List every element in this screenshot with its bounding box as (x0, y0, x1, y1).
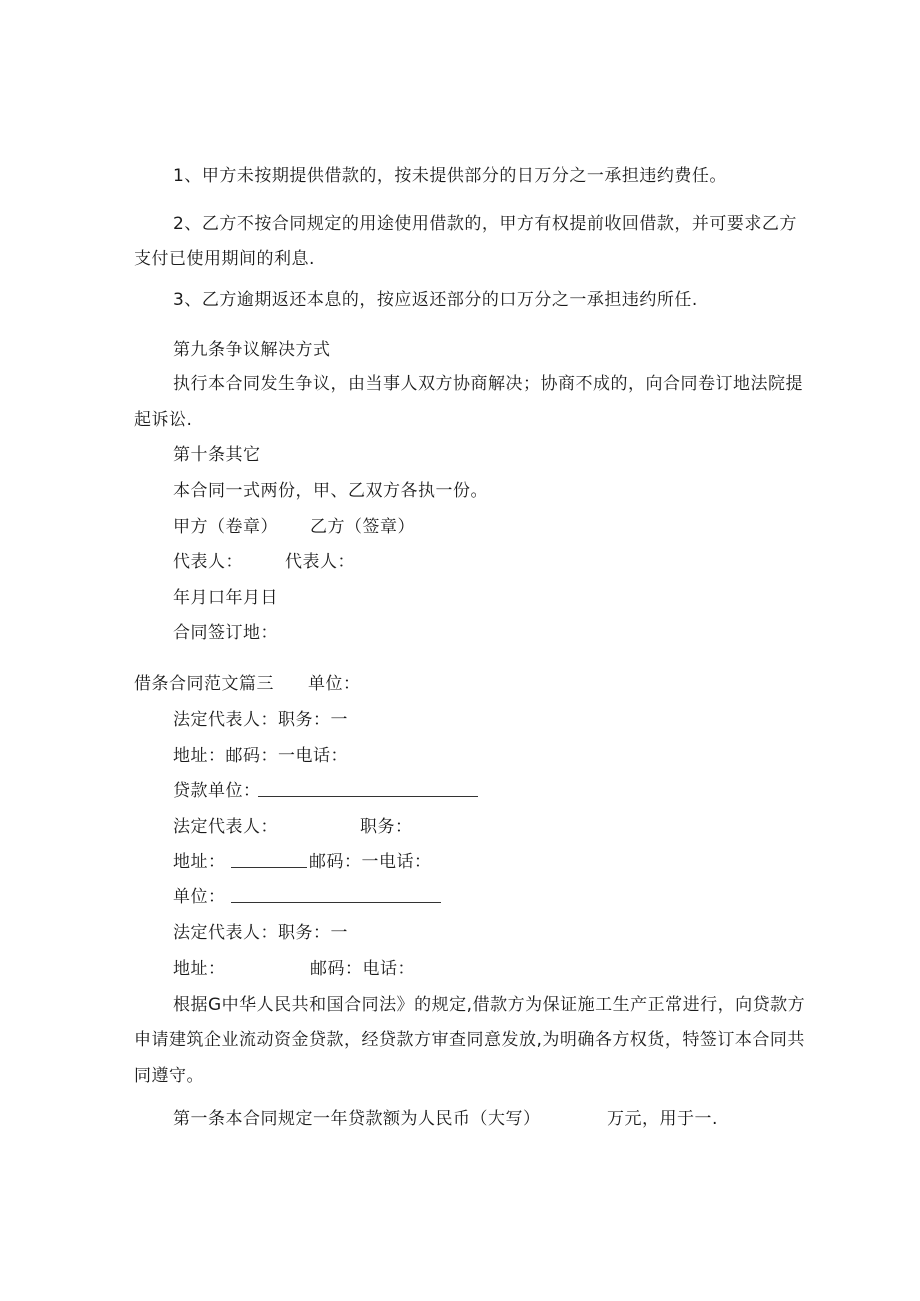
address-1: 地址：邮码：一电话： (173, 746, 348, 766)
legal-rep-2-label: 法定代表人： (173, 817, 278, 837)
address-2-blank (231, 851, 307, 868)
address-3-label: 地址： (173, 959, 226, 979)
sign-place: 合同签订地： (173, 623, 278, 643)
template3-heading: 借条合同范文篇三 (134, 674, 274, 694)
basis-line-2: 申请建筑企业流动资金贷款，经贷款方审查同意发放,为明确各方权货，特签订本合同共 (134, 1030, 805, 1050)
penalty-item-1: 1、甲方未按期提供借款的，按未提供部分的日万分之一承担违约费任。 (173, 166, 727, 186)
article9-title: 第九条争议解决方式 (173, 340, 331, 360)
lender-unit-blank (258, 780, 478, 797)
basis-line-1: 根据G中华人民共和国合同法》的规定,借款方为保证施工生产正常进行，向贷款方 (173, 995, 806, 1015)
penalty-item-2-cont: 支付已使用期间的利息. (134, 249, 315, 269)
sign-date: 年月口年月日 (173, 588, 278, 608)
basis-line-3: 同遵守。 (134, 1066, 204, 1086)
article10-title: 第十条其它 (173, 445, 261, 465)
legal-rep-2-title: 职务： (360, 817, 413, 837)
article1-part1: 第一条本合同规定一年贷款额为人民币（大写） (173, 1109, 541, 1129)
address-3-rest: 邮码：电话： (310, 959, 415, 979)
template3-unit-label: 单位： (308, 674, 361, 694)
article9-line1: 执行本合同发生争议，由当事人双方协商解决；协商不成的，向合同卷订地法院提 (173, 374, 803, 394)
legal-rep-1: 法定代表人：职务：一 (173, 710, 348, 730)
article9-line2: 起诉讼. (134, 410, 193, 430)
unit-2-label: 单位： (173, 887, 226, 907)
address-2-rest: 邮码：一电话： (309, 852, 432, 872)
address-2-label: 地址： (173, 852, 226, 872)
lender-unit-label: 贷款单位： (173, 781, 261, 801)
penalty-item-2: 2、乙方不按合同规定的用途使用借款的，甲方有权提前收回借款，并可要求乙方 (173, 214, 797, 234)
rep-a: 代表人： (173, 552, 243, 572)
legal-rep-3: 法定代表人：职务：一 (173, 923, 348, 943)
article10-text: 本合同一式两份，甲、乙双方各执一份。 (173, 481, 488, 501)
signature-party-b: 乙方（签章） (310, 517, 415, 537)
unit-2-blank (231, 886, 441, 903)
penalty-item-3: 3、乙方逾期返还本息的，按应返还部分的口万分之一承担违约所任. (173, 290, 698, 310)
rep-b: 代表人： (285, 552, 355, 572)
article1-part2: 万元，用于一. (607, 1109, 718, 1129)
signature-party-a: 甲方（卷章） (173, 517, 278, 537)
